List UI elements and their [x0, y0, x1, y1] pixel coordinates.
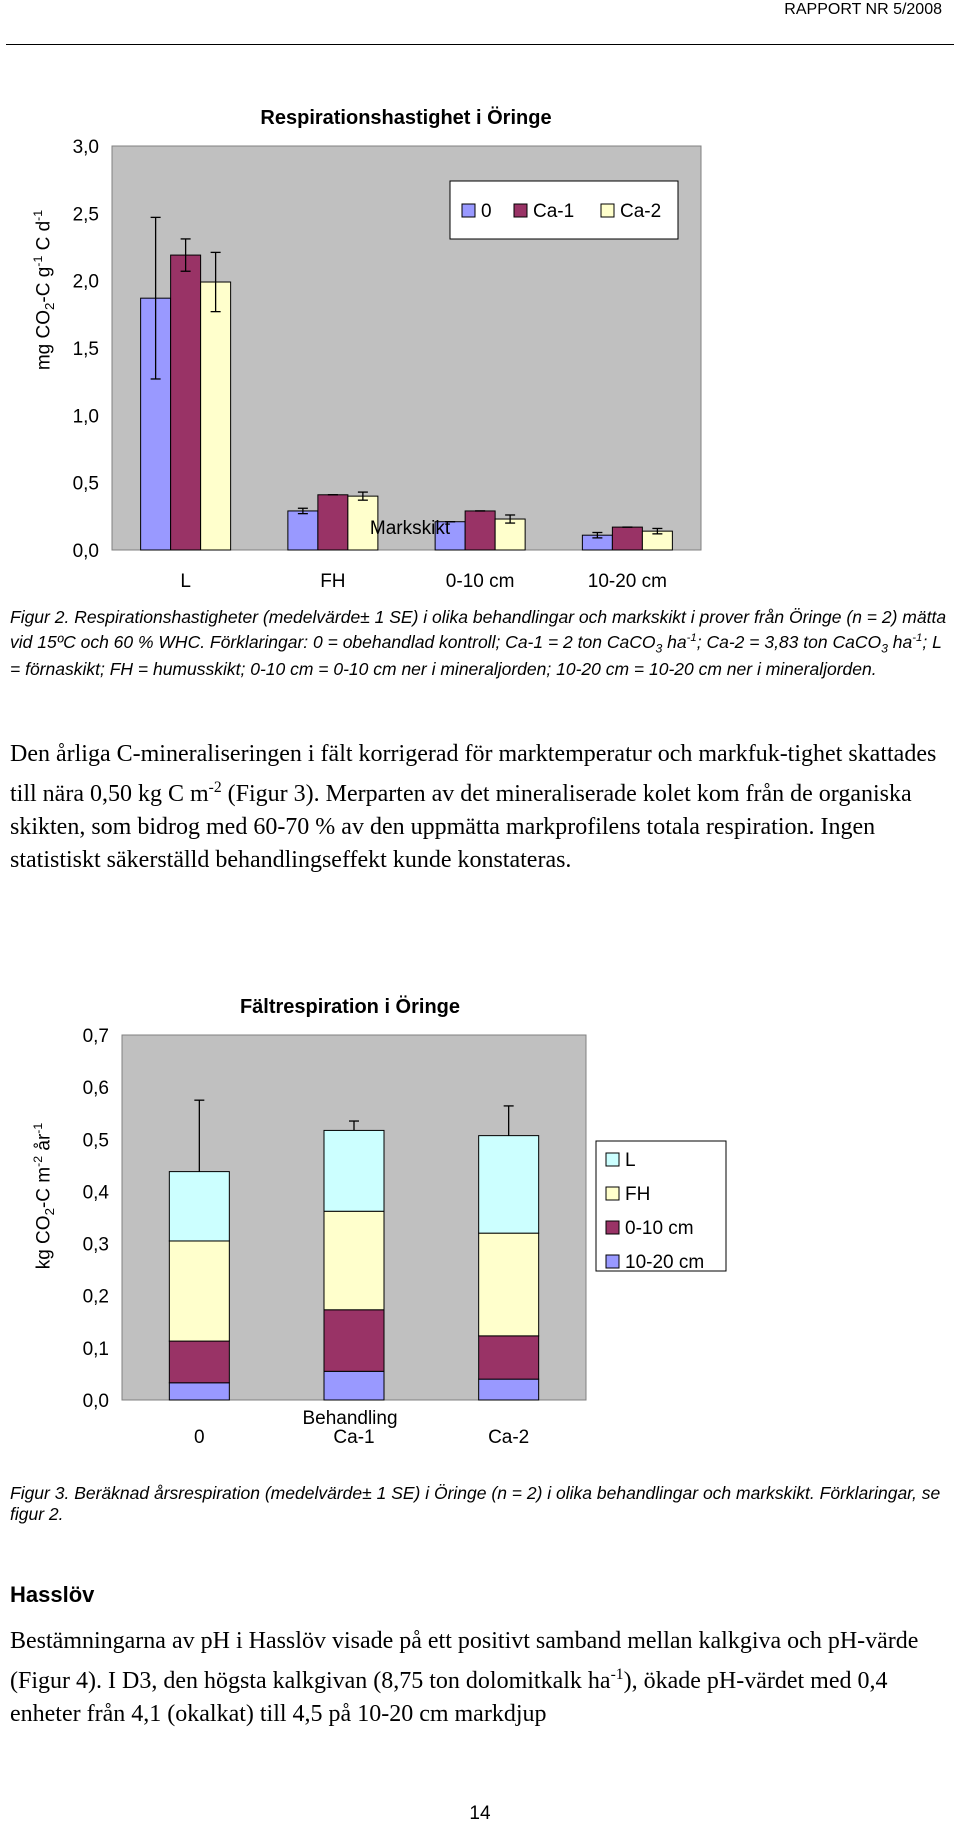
ylabel-part: år — [33, 1133, 55, 1156]
figure3-legend-swatch-fh — [606, 1187, 619, 1200]
figure3-legend-label-10-20: 10-20 cm — [625, 1252, 705, 1273]
caption-part: 1 SE) i olika behandlingar och markskikt i prover från Öringe (n = 2) mätta vid 15ºC och 60 % WHC. Förklaringar: 0 = obehandlad kontroll; Ca-1 = 2 ton CaCO — [10, 607, 947, 652]
caption-sub: 3 — [655, 641, 663, 656]
figure3-bar-segment — [479, 1136, 539, 1234]
figure3-legend-swatch-10-20 — [606, 1255, 619, 1268]
figure2-y-tick-label: 2,0 — [72, 271, 99, 293]
figure3-legend — [596, 1141, 726, 1273]
figure2-caption — [10, 607, 950, 680]
ylabel-sub: 2 — [42, 1208, 58, 1216]
figure2-legend-swatch-1 — [514, 204, 527, 217]
figure2-legend-label-2: Ca-2 — [620, 201, 662, 222]
ylabel-sup: -1 — [30, 255, 45, 267]
figure3-y-tick-label: 0,1 — [82, 1338, 109, 1360]
figure3-y-tick-label: 0,4 — [82, 1182, 109, 1204]
figure2-y-axis-label — [31, 210, 57, 370]
figure3-bar-segment — [169, 1341, 229, 1383]
figure2-y-tick-label: 1,0 — [72, 406, 99, 428]
figure2-x-tick-label: 0-10 cm — [445, 571, 515, 592]
figure3-caption — [10, 1483, 950, 1525]
caption-part: ± — [362, 1483, 372, 1503]
figure2-legend-swatch-0 — [462, 204, 475, 217]
figure2-legend — [450, 181, 678, 239]
caption-sup: -1 — [912, 632, 923, 644]
figure2-x-tick-label: 10-20 cm — [587, 571, 667, 592]
caption-part: Figur 3. Beräknad årsrespiration (medelvärde — [10, 1483, 363, 1503]
ylabel-sup: -1 — [30, 1122, 45, 1134]
paragraph-part: Den årliga C-mineraliseringen i fält korrigerad för marktemperatur och markfuk-tighet skattades till nära 0,50 kg C m — [10, 741, 937, 807]
figure3-bar-segment — [479, 1379, 539, 1400]
ylabel-sub: 2 — [42, 302, 58, 310]
figure3-bar-segment — [479, 1336, 539, 1379]
figure3-title: Fältrespiration i Öringe — [239, 996, 461, 1018]
figure3-bar-segment — [169, 1241, 229, 1341]
figure3-x-tick-label: Ca-1 — [333, 1427, 375, 1448]
paragraph-part: ), ökade pH-värdet med 0,4 enheter från 4,1 (okalkat) till 4,5 på 10-20 cm markdjup — [10, 1668, 888, 1727]
figure3-y-tick-label: 0,7 — [82, 1026, 109, 1047]
figure3-legend-label-fh: FH — [625, 1184, 651, 1205]
figure3-legend-label-0-10: 0-10 cm — [625, 1218, 694, 1239]
figure3-x-tick-label: 0 — [194, 1427, 205, 1448]
paragraph-sup: -2 — [208, 779, 222, 796]
figure3-bar-segment — [324, 1211, 384, 1310]
figure3-bar-segment — [479, 1233, 539, 1336]
figure3-legend-swatch-0-10 — [606, 1221, 619, 1234]
figure2-chart — [0, 90, 960, 592]
figure2-legend-label-1: Ca-1 — [533, 201, 575, 222]
paragraph-part: (Figur 3). Merparten av det mineraliserade kolet kom från de organiska skikten, som bidrog med 60-70 % av den uppmätta markprofilens totala respiration. Ingen statistiskt säkerställd behandlingseffekt kunde konstateras. — [10, 781, 912, 873]
figure3-bar-segment — [169, 1383, 229, 1400]
ylabel-part: mg CO — [33, 309, 55, 371]
ylabel-part: kg CO — [33, 1215, 55, 1270]
figure3-y-tick-label: 0,6 — [82, 1078, 109, 1100]
figure2-x-ticks — [180, 571, 667, 592]
ylabel-part: C d — [33, 220, 55, 256]
page-header — [0, 0, 960, 26]
body-paragraph-2 — [10, 1625, 950, 1731]
figure2-title: Respirationshastighet i Öringe — [260, 107, 552, 129]
report-label: RAPPORT NR 5/2008 — [784, 1, 942, 18]
caption-sup: -1 — [686, 632, 697, 644]
figure2-y-tick-label: 0,0 — [72, 541, 99, 562]
figure3-y-tick-label: 0,5 — [82, 1130, 109, 1152]
figure2-x-tick-label: FH — [320, 571, 346, 592]
page-number: 14 — [469, 1803, 491, 1824]
figure3-bar-segment — [324, 1130, 384, 1211]
caption-part: Figur 2. Respirationshastigheter (medelvärde — [10, 607, 361, 627]
figure3-y-tick-label: 0,3 — [82, 1234, 109, 1256]
figure2-y-tick-label: 3,0 — [72, 137, 99, 158]
header-rule — [6, 44, 954, 45]
ylabel-part: -C m — [33, 1166, 55, 1209]
figure2-y-ticks — [73, 137, 99, 562]
caption-part: ha — [662, 631, 687, 652]
figure3-bar-segment — [324, 1371, 384, 1400]
body-paragraph-1 — [10, 738, 950, 877]
figure3-y-tick-label: 0,2 — [82, 1286, 109, 1308]
figure2-x-tick-label: L — [180, 571, 191, 592]
caption-part: ± — [360, 607, 370, 627]
figure3-x-ticks — [194, 1427, 529, 1448]
figure2-bar — [201, 282, 231, 550]
figure3-legend-swatch-l — [606, 1153, 619, 1166]
figure2-bar — [612, 527, 642, 550]
figure2-legend-swatch-2 — [601, 204, 614, 217]
ylabel-sup: -1 — [30, 209, 45, 221]
figure2-y-tick-label: 0,5 — [72, 473, 99, 495]
paragraph-part: Bestämningarna av pH i Hasslöv visade på ett positivt samband mellan kalkgiva och pH-värde (Figur 4). I D3, den högsta kalkgivan (8,75 ton dolomitkalk ha — [10, 1628, 919, 1694]
section-heading: Hasslöv — [10, 1582, 95, 1607]
caption-part: 1 SE) i Öringe (n = 2) i olika behandlingar och markskikt. Förklaringar, se figur 2. — [10, 1483, 941, 1524]
figure2-x-axis-label: Markskikt — [369, 518, 451, 539]
figure3-bar-segment — [324, 1310, 384, 1372]
figure2-bar — [171, 255, 201, 550]
figure2-legend-label-0: 0 — [481, 201, 492, 222]
figure3-x-tick-label: Ca-2 — [488, 1427, 530, 1448]
ylabel-part: -C g — [33, 266, 55, 303]
caption-part: ; L = förnaskikt; FH = humusskikt; 0-10 cm = 0-10 cm ner i mineraljorden; 10-20 cm = 10-20 cm ner i mineraljorden. — [10, 631, 942, 680]
figure2-y-tick-label: 2,5 — [72, 204, 99, 226]
figure3-chart — [0, 985, 960, 1448]
figure3-y-ticks — [83, 1026, 110, 1412]
paragraph-sup: -1 — [610, 1666, 624, 1683]
figure3-y-axis-label — [31, 1123, 57, 1270]
figure2-y-tick-label: 1,5 — [72, 339, 99, 360]
figure3-y-tick-label: 0,0 — [82, 1391, 109, 1412]
figure3-legend-label-l: L — [625, 1150, 636, 1171]
caption-part: ha — [887, 631, 913, 652]
ylabel-sup: -2 — [30, 1155, 45, 1167]
figure3-x-axis-label: Behandling — [302, 1408, 398, 1429]
figure3-bar-segment — [169, 1172, 229, 1241]
caption-sub: 3 — [881, 641, 888, 656]
caption-part: ; Ca-2 = 3,83 ton CaCO — [696, 631, 882, 652]
